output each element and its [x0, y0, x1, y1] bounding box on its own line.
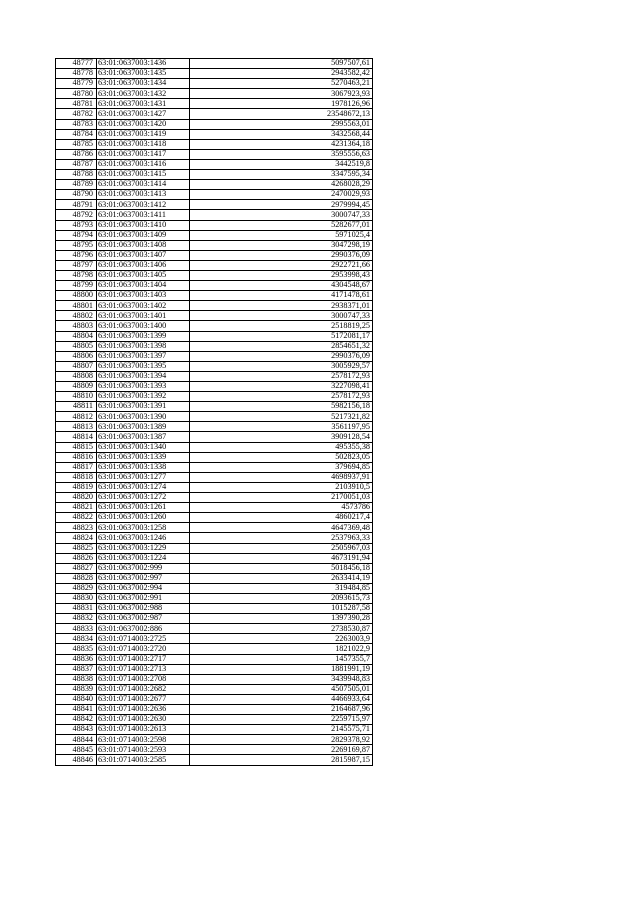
cadastral-value-cell: 5217321,82	[190, 412, 373, 422]
cadastral-number-cell: 63:01:0637003:1394	[97, 371, 190, 381]
cadastral-value-cell: 1978126,96	[190, 99, 373, 109]
cadastral-value-cell: 2979994,45	[190, 200, 373, 210]
table-row	[56, 462, 373, 472]
cadastral-number-cell: 63:01:0637003:1431	[97, 99, 190, 109]
cadastral-value-cell: 3347595,34	[190, 170, 373, 180]
row-number-cell: 48786	[56, 149, 97, 159]
cadastral-number-cell: 63:01:0637003:1405	[97, 270, 190, 280]
table-row	[56, 281, 373, 291]
table-row	[56, 583, 373, 593]
table-row	[56, 139, 373, 149]
table-row	[56, 452, 373, 462]
cadastral-number-cell: 63:01:0637003:1409	[97, 230, 190, 240]
cadastral-number-cell: 63:01:0637002:994	[97, 583, 190, 593]
cadastral-value-cell: 4507505,01	[190, 684, 373, 694]
table-row	[56, 170, 373, 180]
row-number-cell: 48825	[56, 543, 97, 553]
cadastral-value-cell: 319484,85	[190, 583, 373, 593]
cadastral-number-cell: 63:01:0637003:1399	[97, 331, 190, 341]
row-number-cell: 48781	[56, 99, 97, 109]
table-row	[56, 422, 373, 432]
cadastral-value-cell: 2093615,73	[190, 593, 373, 603]
table-row	[56, 331, 373, 341]
cadastral-value-cell: 23548672,13	[190, 109, 373, 119]
cadastral-number-cell: 63:01:0637003:1260	[97, 513, 190, 523]
table-row	[56, 109, 373, 119]
table-row	[56, 493, 373, 503]
cadastral-value-cell: 4860217,4	[190, 513, 373, 523]
table-row	[56, 725, 373, 735]
table-row	[56, 321, 373, 331]
row-number-cell: 48815	[56, 442, 97, 452]
table-row	[56, 270, 373, 280]
row-number-cell: 48807	[56, 361, 97, 371]
cadastral-value-cell: 5982156,18	[190, 402, 373, 412]
cadastral-number-cell: 63:01:0637003:1414	[97, 180, 190, 190]
cadastral-number-cell: 63:01:0637003:1416	[97, 159, 190, 169]
cadastral-value-cell: 2953998,43	[190, 270, 373, 280]
row-number-cell: 48842	[56, 715, 97, 725]
row-number-cell: 48837	[56, 664, 97, 674]
cadastral-value-cell: 3005929,57	[190, 361, 373, 371]
cadastral-number-cell: 63:01:0714003:2720	[97, 644, 190, 654]
cadastral-number-cell: 63:01:0637003:1392	[97, 392, 190, 402]
cadastral-value-cell: 4698937,91	[190, 472, 373, 482]
table-row	[56, 220, 373, 230]
row-number-cell: 48828	[56, 573, 97, 583]
cadastral-value-cell: 2815987,15	[190, 755, 373, 765]
cadastral-number-cell: 63:01:0714003:2677	[97, 694, 190, 704]
cadastral-number-cell: 63:01:0637003:1402	[97, 301, 190, 311]
cadastral-number-cell: 63:01:0637003:1415	[97, 170, 190, 180]
cadastral-number-cell: 63:01:0637003:1390	[97, 412, 190, 422]
row-number-cell: 48796	[56, 250, 97, 260]
row-number-cell: 48814	[56, 432, 97, 442]
row-number-cell: 48777	[56, 59, 97, 69]
table-row	[56, 634, 373, 644]
table-row	[56, 99, 373, 109]
row-number-cell: 48840	[56, 694, 97, 704]
cadastral-value-cell: 2518819,25	[190, 321, 373, 331]
table-row	[56, 705, 373, 715]
row-number-cell: 48816	[56, 452, 97, 462]
table-row	[56, 59, 373, 69]
cadastral-value-cell: 4647369,48	[190, 523, 373, 533]
row-number-cell: 48827	[56, 563, 97, 573]
cadastral-number-cell: 63:01:0637003:1398	[97, 341, 190, 351]
cadastral-number-cell: 63:01:0714003:2593	[97, 745, 190, 755]
cadastral-value-cell: 2505967,03	[190, 543, 373, 553]
row-number-cell: 48823	[56, 523, 97, 533]
row-number-cell: 48826	[56, 553, 97, 563]
cadastral-value-cell: 2943582,42	[190, 69, 373, 79]
row-number-cell: 48791	[56, 200, 97, 210]
cadastral-value-cell: 1881991,19	[190, 664, 373, 674]
row-number-cell: 48808	[56, 371, 97, 381]
cadastral-number-cell: 63:01:0714003:2613	[97, 725, 190, 735]
row-number-cell: 48831	[56, 604, 97, 614]
cadastral-number-cell: 63:01:0637003:1406	[97, 260, 190, 270]
cadastral-number-cell: 63:01:0637003:1436	[97, 59, 190, 69]
cadastral-value-cell: 2578172,93	[190, 371, 373, 381]
table-row	[56, 482, 373, 492]
table-row	[56, 715, 373, 725]
cadastral-number-cell: 63:01:0637003:1340	[97, 442, 190, 452]
cadastral-number-cell: 63:01:0637003:1224	[97, 553, 190, 563]
table-row	[56, 654, 373, 664]
table-row	[56, 159, 373, 169]
cadastral-value-cell: 379694,85	[190, 462, 373, 472]
cadastral-value-cell: 2259715,97	[190, 715, 373, 725]
cadastral-value-cell: 1397390,28	[190, 614, 373, 624]
cadastral-value-cell: 3000747,33	[190, 210, 373, 220]
cadastral-value-cell: 2269169,87	[190, 745, 373, 755]
cadastral-number-cell: 63:01:0637003:1393	[97, 382, 190, 392]
row-number-cell: 48821	[56, 503, 97, 513]
cadastral-value-cell: 2263003,9	[190, 634, 373, 644]
cadastral-number-cell: 63:01:0637002:987	[97, 614, 190, 624]
cadastral-number-cell: 63:01:0637003:1410	[97, 220, 190, 230]
cadastral-number-cell: 63:01:0637003:1277	[97, 472, 190, 482]
row-number-cell: 48844	[56, 735, 97, 745]
cadastral-number-cell: 63:01:0637003:1272	[97, 493, 190, 503]
cadastral-value-cell: 2537963,33	[190, 533, 373, 543]
table-row	[56, 432, 373, 442]
table-row	[56, 371, 373, 381]
cadastral-value-table	[55, 58, 373, 766]
table-row	[56, 89, 373, 99]
table-row	[56, 351, 373, 361]
row-number-cell: 48810	[56, 392, 97, 402]
row-number-cell: 48822	[56, 513, 97, 523]
cadastral-value-cell: 2829378,92	[190, 735, 373, 745]
cadastral-number-cell: 63:01:0714003:2598	[97, 735, 190, 745]
cadastral-number-cell: 63:01:0637003:1413	[97, 190, 190, 200]
document-page	[55, 58, 373, 766]
row-number-cell: 48839	[56, 684, 97, 694]
cadastral-value-cell: 5018456,18	[190, 563, 373, 573]
table-row	[56, 573, 373, 583]
row-number-cell: 48792	[56, 210, 97, 220]
row-number-cell: 48845	[56, 745, 97, 755]
cadastral-number-cell: 63:01:0637003:1420	[97, 119, 190, 129]
table-row	[56, 341, 373, 351]
cadastral-value-cell: 3595556,63	[190, 149, 373, 159]
cadastral-value-cell: 4304548,67	[190, 281, 373, 291]
cadastral-number-cell: 63:01:0637003:1411	[97, 210, 190, 220]
table-row	[56, 694, 373, 704]
cadastral-number-cell: 63:01:0637002:997	[97, 573, 190, 583]
row-number-cell: 48783	[56, 119, 97, 129]
row-number-cell: 48787	[56, 159, 97, 169]
table-row	[56, 543, 373, 553]
cadastral-number-cell: 63:01:0637003:1419	[97, 129, 190, 139]
cadastral-number-cell: 63:01:0714003:2725	[97, 634, 190, 644]
cadastral-value-cell: 2938371,01	[190, 301, 373, 311]
row-number-cell: 48813	[56, 422, 97, 432]
table-row	[56, 149, 373, 159]
row-number-cell: 48790	[56, 190, 97, 200]
cadastral-number-cell: 63:01:0637003:1401	[97, 311, 190, 321]
row-number-cell: 48784	[56, 129, 97, 139]
table-row	[56, 553, 373, 563]
row-number-cell: 48778	[56, 69, 97, 79]
row-number-cell: 48806	[56, 351, 97, 361]
cadastral-value-cell: 2922721,66	[190, 260, 373, 270]
table-row	[56, 533, 373, 543]
cadastral-number-cell: 63:01:0637003:1395	[97, 361, 190, 371]
cadastral-number-cell: 63:01:0637003:1404	[97, 281, 190, 291]
cadastral-value-cell: 4171478,61	[190, 291, 373, 301]
cadastral-number-cell: 63:01:0637003:1435	[97, 69, 190, 79]
cadastral-value-cell: 1821022,9	[190, 644, 373, 654]
cadastral-number-cell: 63:01:0637003:1387	[97, 432, 190, 442]
row-number-cell: 48800	[56, 291, 97, 301]
table-row	[56, 230, 373, 240]
table-body	[56, 59, 373, 766]
cadastral-number-cell: 63:01:0637002:886	[97, 624, 190, 634]
cadastral-number-cell: 63:01:0637003:1427	[97, 109, 190, 119]
table-row	[56, 755, 373, 765]
cadastral-value-cell: 3439948,83	[190, 674, 373, 684]
row-number-cell: 48809	[56, 382, 97, 392]
cadastral-value-cell: 3047298,19	[190, 240, 373, 250]
cadastral-number-cell: 63:01:0637003:1338	[97, 462, 190, 472]
row-number-cell: 48819	[56, 482, 97, 492]
table-row	[56, 210, 373, 220]
cadastral-value-cell: 5270463,21	[190, 79, 373, 89]
row-number-cell: 48833	[56, 624, 97, 634]
table-row	[56, 503, 373, 513]
cadastral-value-cell: 4268028,29	[190, 180, 373, 190]
cadastral-number-cell: 63:01:0637003:1417	[97, 149, 190, 159]
cadastral-number-cell: 63:01:0637002:988	[97, 604, 190, 614]
cadastral-value-cell: 2145575,71	[190, 725, 373, 735]
cadastral-number-cell: 63:01:0714003:2682	[97, 684, 190, 694]
table-row	[56, 69, 373, 79]
table-row	[56, 614, 373, 624]
table-row	[56, 301, 373, 311]
row-number-cell: 48834	[56, 634, 97, 644]
cadastral-value-cell: 3067923,93	[190, 89, 373, 99]
cadastral-value-cell: 2164687,96	[190, 705, 373, 715]
cadastral-number-cell: 63:01:0714003:2708	[97, 674, 190, 684]
cadastral-number-cell: 63:01:0637003:1389	[97, 422, 190, 432]
cadastral-value-cell: 3909128,54	[190, 432, 373, 442]
table-row	[56, 624, 373, 634]
cadastral-number-cell: 63:01:0637003:1258	[97, 523, 190, 533]
cadastral-value-cell: 2578172,93	[190, 392, 373, 402]
cadastral-number-cell: 63:01:0637003:1403	[97, 291, 190, 301]
cadastral-number-cell: 63:01:0637003:1339	[97, 452, 190, 462]
cadastral-value-cell: 4466933,64	[190, 694, 373, 704]
table-row	[56, 523, 373, 533]
cadastral-number-cell: 63:01:0637003:1418	[97, 139, 190, 149]
cadastral-number-cell: 63:01:0637003:1432	[97, 89, 190, 99]
cadastral-value-cell: 3432568,44	[190, 129, 373, 139]
cadastral-number-cell: 63:01:0637003:1261	[97, 503, 190, 513]
row-number-cell: 48838	[56, 674, 97, 684]
cadastral-number-cell: 63:01:0637003:1412	[97, 200, 190, 210]
cadastral-number-cell: 63:01:0714003:2717	[97, 654, 190, 664]
row-number-cell: 48805	[56, 341, 97, 351]
table-row	[56, 129, 373, 139]
row-number-cell: 48843	[56, 725, 97, 735]
row-number-cell: 48832	[56, 614, 97, 624]
row-number-cell: 48820	[56, 493, 97, 503]
cadastral-value-cell: 3442519,8	[190, 159, 373, 169]
table-row	[56, 644, 373, 654]
cadastral-value-cell: 5097507,61	[190, 59, 373, 69]
table-row	[56, 472, 373, 482]
row-number-cell: 48818	[56, 472, 97, 482]
table-row	[56, 664, 373, 674]
cadastral-number-cell: 63:01:0637003:1229	[97, 543, 190, 553]
row-number-cell: 48841	[56, 705, 97, 715]
table-row	[56, 684, 373, 694]
cadastral-value-cell: 2738530,87	[190, 624, 373, 634]
row-number-cell: 48802	[56, 311, 97, 321]
cadastral-value-cell: 5971025,4	[190, 230, 373, 240]
cadastral-number-cell: 63:01:0637003:1391	[97, 402, 190, 412]
cadastral-value-cell: 3561197,95	[190, 422, 373, 432]
cadastral-number-cell: 63:01:0714003:2630	[97, 715, 190, 725]
table-row	[56, 119, 373, 129]
table-row	[56, 563, 373, 573]
table-row	[56, 382, 373, 392]
cadastral-number-cell: 63:01:0637003:1400	[97, 321, 190, 331]
row-number-cell: 48817	[56, 462, 97, 472]
row-number-cell: 48788	[56, 170, 97, 180]
table-row	[56, 79, 373, 89]
cadastral-value-cell: 4231364,18	[190, 139, 373, 149]
row-number-cell: 48811	[56, 402, 97, 412]
row-number-cell: 48780	[56, 89, 97, 99]
table-row	[56, 260, 373, 270]
cadastral-value-cell: 2103910,5	[190, 482, 373, 492]
cadastral-value-cell: 5282677,01	[190, 220, 373, 230]
cadastral-value-cell: 1015287,58	[190, 604, 373, 614]
cadastral-value-cell: 2990376,09	[190, 351, 373, 361]
row-number-cell: 48812	[56, 412, 97, 422]
cadastral-number-cell: 63:01:0637003:1434	[97, 79, 190, 89]
row-number-cell: 48836	[56, 654, 97, 664]
table-row	[56, 593, 373, 603]
cadastral-value-cell: 3227098,41	[190, 382, 373, 392]
cadastral-number-cell: 63:01:0637003:1397	[97, 351, 190, 361]
row-number-cell: 48793	[56, 220, 97, 230]
cadastral-value-cell: 2990376,09	[190, 250, 373, 260]
cadastral-number-cell: 63:01:0637002:991	[97, 593, 190, 603]
cadastral-number-cell: 63:01:0637003:1274	[97, 482, 190, 492]
table-row	[56, 604, 373, 614]
cadastral-value-cell: 2633414,19	[190, 573, 373, 583]
table-row	[56, 392, 373, 402]
row-number-cell: 48779	[56, 79, 97, 89]
cadastral-value-cell: 5172081,17	[190, 331, 373, 341]
row-number-cell: 48795	[56, 240, 97, 250]
row-number-cell: 48824	[56, 533, 97, 543]
cadastral-value-cell: 4673191,94	[190, 553, 373, 563]
row-number-cell: 48798	[56, 270, 97, 280]
table-row	[56, 311, 373, 321]
row-number-cell: 48799	[56, 281, 97, 291]
cadastral-value-cell: 2470029,93	[190, 190, 373, 200]
row-number-cell: 48803	[56, 321, 97, 331]
cadastral-value-cell: 2170051,03	[190, 493, 373, 503]
cadastral-number-cell: 63:01:0714003:2585	[97, 755, 190, 765]
cadastral-value-cell: 4573786	[190, 503, 373, 513]
cadastral-number-cell: 63:01:0637002:999	[97, 563, 190, 573]
cadastral-number-cell: 63:01:0714003:2713	[97, 664, 190, 674]
table-row	[56, 513, 373, 523]
cadastral-value-cell: 495355,38	[190, 442, 373, 452]
table-row	[56, 291, 373, 301]
table-row	[56, 402, 373, 412]
row-number-cell: 48789	[56, 180, 97, 190]
table-row	[56, 745, 373, 755]
cadastral-number-cell: 63:01:0637003:1407	[97, 250, 190, 260]
cadastral-value-cell: 1457355,7	[190, 654, 373, 664]
cadastral-value-cell: 2995563,01	[190, 119, 373, 129]
table-row	[56, 190, 373, 200]
row-number-cell: 48785	[56, 139, 97, 149]
row-number-cell: 48846	[56, 755, 97, 765]
cadastral-value-cell: 502823,05	[190, 452, 373, 462]
cadastral-number-cell: 63:01:0637003:1408	[97, 240, 190, 250]
row-number-cell: 48804	[56, 331, 97, 341]
table-row	[56, 180, 373, 190]
table-row	[56, 240, 373, 250]
row-number-cell: 48835	[56, 644, 97, 654]
cadastral-number-cell: 63:01:0714003:2636	[97, 705, 190, 715]
row-number-cell: 48801	[56, 301, 97, 311]
table-row	[56, 412, 373, 422]
cadastral-value-cell: 2854651,32	[190, 341, 373, 351]
row-number-cell: 48797	[56, 260, 97, 270]
row-number-cell: 48794	[56, 230, 97, 240]
table-row	[56, 674, 373, 684]
table-row	[56, 735, 373, 745]
table-row	[56, 442, 373, 452]
row-number-cell: 48782	[56, 109, 97, 119]
table-row	[56, 250, 373, 260]
table-row	[56, 200, 373, 210]
cadastral-number-cell: 63:01:0637003:1246	[97, 533, 190, 543]
row-number-cell: 48830	[56, 593, 97, 603]
row-number-cell: 48829	[56, 583, 97, 593]
table-row	[56, 361, 373, 371]
cadastral-value-cell: 3000747,33	[190, 311, 373, 321]
